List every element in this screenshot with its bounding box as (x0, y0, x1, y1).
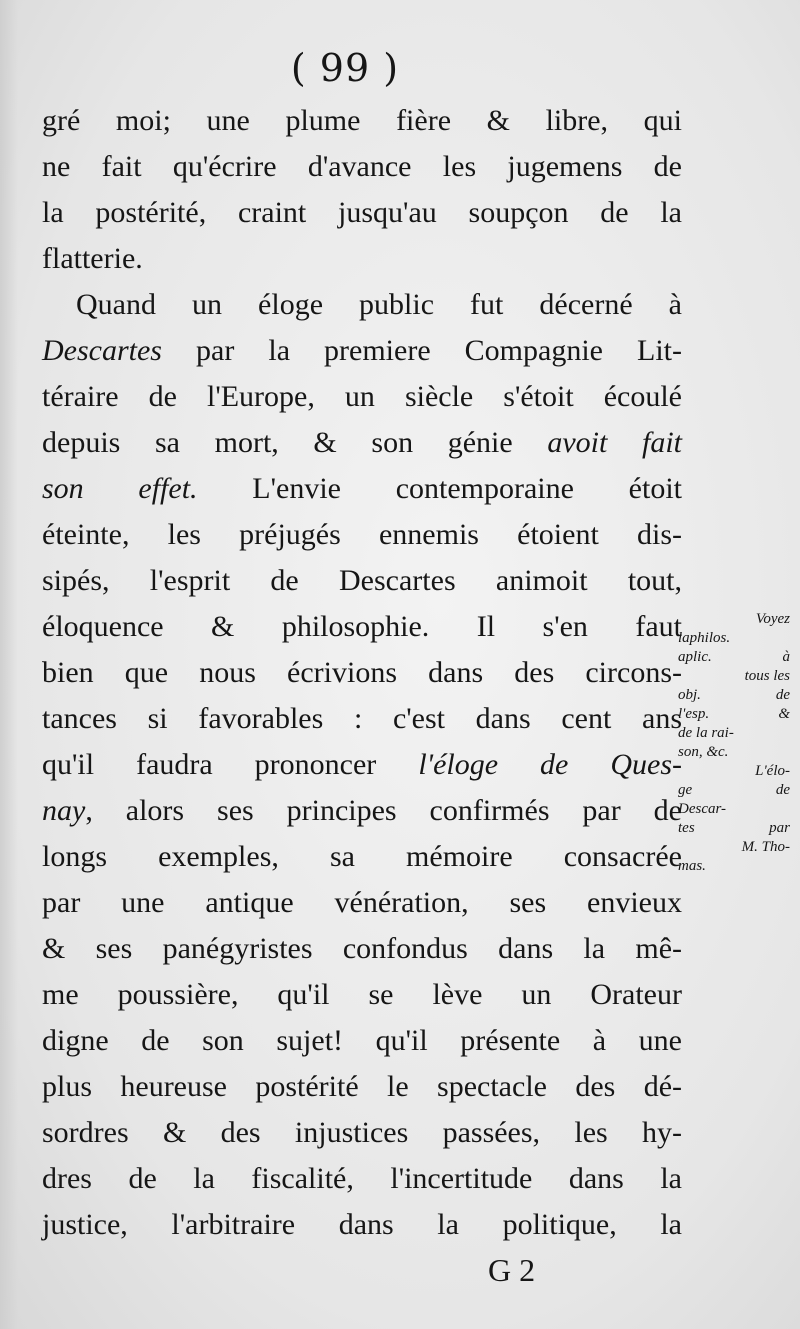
text-segment: , alors ses principes confirmés par de (85, 794, 682, 827)
text-line (42, 328, 682, 374)
margin-note-line: ge de (678, 782, 790, 798)
text-line (42, 374, 682, 420)
text-segment: qu'il faudra prononcer (42, 748, 419, 781)
text-segment: Quand un éloge public fut décerné à (76, 288, 682, 321)
text-line (42, 466, 682, 512)
text-segment: ne fait qu'écrire d'avance les jugemens de (42, 150, 682, 183)
text-line (42, 1018, 682, 1064)
text-segment: éloquence & philosophie. Il s'en faut (42, 610, 682, 643)
margin-note-line: laphilos. (678, 630, 731, 646)
margin-note-line: obj. de (678, 687, 790, 703)
text-line (42, 604, 682, 650)
margin-note-line: mas. (678, 858, 706, 874)
text-line (42, 880, 682, 926)
text-segment: L'envie contemporaine étoit (197, 472, 682, 505)
text-line (42, 972, 682, 1018)
page-number: ( 99 ) (290, 46, 400, 90)
text-segment: dres de la fiscalité, l'incertitude dans la (42, 1162, 682, 1195)
text-line (42, 420, 682, 466)
text-line (42, 788, 682, 834)
text-line (42, 144, 682, 190)
text-segment: sipés, l'esprit de Descartes animoit tout, (42, 564, 682, 597)
text-line (42, 1064, 682, 1110)
margin-note (678, 610, 790, 876)
margin-note-line: l'esp. & (678, 706, 790, 722)
italic-text: nay (42, 794, 86, 827)
text-segment: éteinte, les préjugés ennemis étoient dis- (42, 518, 682, 551)
text-line (42, 742, 682, 788)
margin-note-line: M. Tho- (741, 839, 790, 855)
text-segment: téraire de l'Europe, un siècle s'étoit écoulé (42, 380, 682, 413)
page-gutter-shadow (0, 0, 18, 1329)
text-line (42, 926, 682, 972)
text-segment: par une antique vénération, ses envieux (42, 886, 682, 919)
text-segment: plus heureuse postérité le spectacle des dé- (42, 1070, 682, 1103)
text-line (42, 834, 682, 880)
margin-note-line: aplic. à (678, 649, 790, 665)
text-line (42, 1156, 682, 1202)
text-line (42, 650, 682, 696)
text-segment: me poussière, qu'il se lève un Orateur (42, 978, 682, 1011)
italic-text: son effet. (42, 472, 198, 505)
text-line (42, 558, 682, 604)
italic-text: l'éloge de Ques- (418, 748, 682, 781)
margin-note-line: L'élo- (755, 763, 790, 779)
text-line (42, 512, 682, 558)
text-segment: la postérité, craint jusqu'au soupçon de la (42, 196, 682, 229)
text-line (42, 282, 682, 328)
text-line (42, 696, 682, 742)
text-segment: digne de son sujet! qu'il présente à une (42, 1024, 682, 1057)
text-segment: & ses panégyristes confondus dans la mê- (42, 932, 682, 965)
text-segment: tances si favorables : c'est dans cent ans (42, 702, 682, 735)
text-line (42, 236, 682, 282)
signature-mark: G 2 (488, 1252, 536, 1288)
text-segment: flatterie. (42, 242, 143, 275)
margin-note-line: de la rai- (678, 725, 734, 741)
text-line (42, 190, 682, 236)
text-line (42, 1202, 682, 1248)
text-segment: sordres & des injustices passées, les hy- (42, 1116, 682, 1149)
margin-note-line: tous les (744, 668, 790, 684)
text-segment: bien que nous écrivions dans des circons- (42, 656, 682, 689)
text-line (42, 98, 682, 144)
text-segment: justice, l'arbitraire dans la politique, la (42, 1208, 682, 1241)
text-segment: depuis sa mort, & son génie (42, 426, 548, 459)
margin-note-line: tes par (678, 820, 790, 836)
text-segment: par la premiere Compagnie Lit- (161, 334, 682, 367)
margin-note-line: Descar- (678, 801, 727, 817)
body-text (42, 98, 682, 1248)
text-line (42, 1110, 682, 1156)
text-segment: longs exemples, sa mémoire consacrée (42, 840, 682, 873)
margin-note-line: son, &c. (678, 744, 729, 760)
italic-text: avoit fait (547, 426, 682, 459)
margin-note-line: Voyez (755, 611, 790, 627)
text-segment: gré moi; une plume fière & libre, qui (42, 104, 682, 137)
italic-text: Descartes (42, 334, 162, 367)
